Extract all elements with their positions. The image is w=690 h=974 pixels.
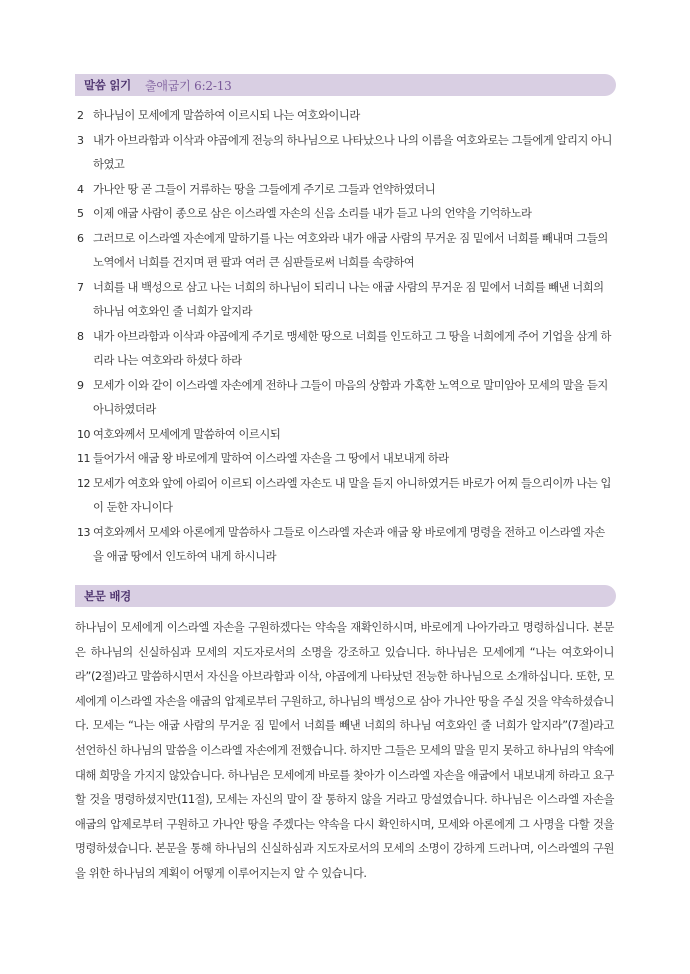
verse-item bbox=[77, 227, 616, 276]
verse-text: 모세가 이와 같이 이스라엘 자손에게 전하나 그들이 마음의 상함과 가혹한 노역으로 말미암아 모세의 말을 듣지 아니하였더라 bbox=[93, 378, 608, 416]
verse-number: 13 bbox=[77, 525, 90, 539]
verse-number: 8 bbox=[77, 329, 84, 343]
reading-section-header bbox=[75, 74, 616, 96]
verse-text: 내가 아브라함과 이삭과 야곱에게 전능의 하나님으로 나타났으나 나의 이름을 여호와로는 그들에게 알리지 아니하였고 bbox=[93, 133, 612, 171]
verse-item bbox=[77, 104, 616, 129]
reading-section-title: 말씀 읽기 bbox=[84, 78, 131, 92]
verse-item bbox=[77, 178, 616, 203]
verse-item bbox=[77, 472, 616, 521]
verse-number: 10 bbox=[77, 427, 90, 441]
verse-text: 모세가 여호와 앞에 아뢰어 이르되 이스라엘 자손도 내 말을 듣지 아니하였거든 바로가 어찌 들으리이까 나는 입이 둔한 자니이다 bbox=[93, 476, 611, 514]
verse-number: 6 bbox=[77, 231, 84, 245]
page bbox=[75, 74, 616, 880]
verse-number: 4 bbox=[77, 182, 84, 196]
verse-item bbox=[77, 325, 616, 374]
verse-item bbox=[77, 447, 616, 472]
verse-number: 12 bbox=[77, 476, 90, 490]
verse-list bbox=[75, 104, 616, 570]
background-section-header bbox=[75, 585, 616, 607]
verse-number: 9 bbox=[77, 378, 84, 392]
verse-text: 이제 애굽 사람이 종으로 삼은 이스라엘 자손의 신음 소리를 내가 듣고 나의 언약을 기억하노라 bbox=[93, 207, 532, 220]
verse-item bbox=[77, 202, 616, 227]
verse-item bbox=[77, 276, 616, 325]
verse-number: 5 bbox=[77, 207, 84, 220]
verse-text: 들어가서 애굽 왕 바로에게 말하여 이스라엘 자손을 그 땅에서 내보내게 하라 bbox=[93, 452, 449, 465]
scripture-reference: 출애굽기 6:2-13 bbox=[144, 78, 232, 93]
verse-number: 11 bbox=[77, 452, 90, 465]
verse-text: 가나안 땅 곧 그들이 거류하는 땅을 그들에게 주기로 그들과 언약하였더니 bbox=[93, 182, 436, 196]
verse-item bbox=[77, 521, 616, 570]
verse-text: 내가 아브라함과 이삭과 야곱에게 주기로 맹세한 땅으로 너희를 인도하고 그 땅을 너희에게 주어 기업을 삼게 하리라 나는 여호와라 하셨다 하라 bbox=[93, 329, 611, 367]
verse-text: 여호와께서 모세와 아론에게 말씀하사 그들로 이스라엘 자손과 애굽 왕 바로에게 명령을 전하고 이스라엘 자손을 애굽 땅에서 인도하여 내게 하시니라 bbox=[93, 525, 605, 563]
verse-text: 그러므로 이스라엘 자손에게 말하기를 나는 여호와라 내가 애굽 사람의 무거운 짐 밑에서 너희를 빼내며 그들의 노역에서 너희를 건지며 편 팔과 여러 큰 심판들로써 너희를 속량하여 bbox=[93, 231, 608, 269]
verse-number: 7 bbox=[77, 280, 84, 294]
verse-text: 하나님이 모세에게 말씀하여 이르시되 나는 여호와이니라 bbox=[93, 109, 360, 122]
verse-item bbox=[77, 129, 616, 178]
verse-number: 2 bbox=[77, 109, 84, 122]
verse-text: 너희를 내 백성으로 삼고 나는 너희의 하나님이 되리니 나는 애굽 사람의 무거운 짐 밑에서 너희를 빼낸 너희의 하나님 여호와인 줄 너희가 알지라 bbox=[93, 280, 604, 318]
verse-text: 여호와께서 모세에게 말씀하여 이르시되 bbox=[93, 427, 281, 441]
verse-item bbox=[77, 423, 616, 448]
verse-number: 3 bbox=[77, 133, 84, 147]
background-section-title: 본문 배경 bbox=[84, 589, 131, 603]
verse-item bbox=[77, 374, 616, 423]
background-paragraph: 하나님이 모세에게 이스라엘 자손을 구원하겠다는 약속을 재확인하시며, 바로에게 나아가라고 명령하십니다. 본문은 하나님의 신실하심과 모세의 지도자로서의 소명을 강조하고 있습니다. 하나님은 모세에게 “나는 여호와이니라”(2절)라고 말씀하시면서 자신을 아브라함과 이삭, 야곱에게 나타났던 전능한 하나님으로 소개하십니다. 또한, 모세에게 이스라엘 자손을 애굽의 압제로부터 구원하고, 하나님의 백성으로 삼아 가나안 땅을 주실 것을 약속하셨습니다. 모세는 “나는 애굽 사람의 무거운 짐 밑에서 너희를 빼낸 너희의 하나님 여호와인 줄 너희가 알지라”(7절)라고 선언하신 하나님의 말씀을 이스라엘 자손에게 전했습니다. 하지만 그들은 모세의 말을 믿지 못하고 하나님의 약속에 대해 희망을 가지지 않았습니다. 하나님은 모세에게 바로를 찾아가 이스라엘 자손을 애굽에서 내보내게 하라고 요구할 것을 명령하셨지만(11절), 모세는 자신의 말이 잘 통하지 않을 거라고 망설였습니다. 하나님은 이스라엘 자손을 애굽의 압제로부터 구원하고 가나안 땅을 주겠다는 약속을 다시 확인하시며, 모세와 아론에게 그 사명을 다할 것을 명령하셨습니다. 본문을 통해 하나님의 신실하심과 지도자로서의 모세의 소명이 강하게 드러나며, 이스라엘의 구원을 위한 하나님의 계획이 어떻게 이루어지는지 알 수 있습니다. bbox=[75, 621, 614, 880]
background-section bbox=[75, 585, 616, 898]
